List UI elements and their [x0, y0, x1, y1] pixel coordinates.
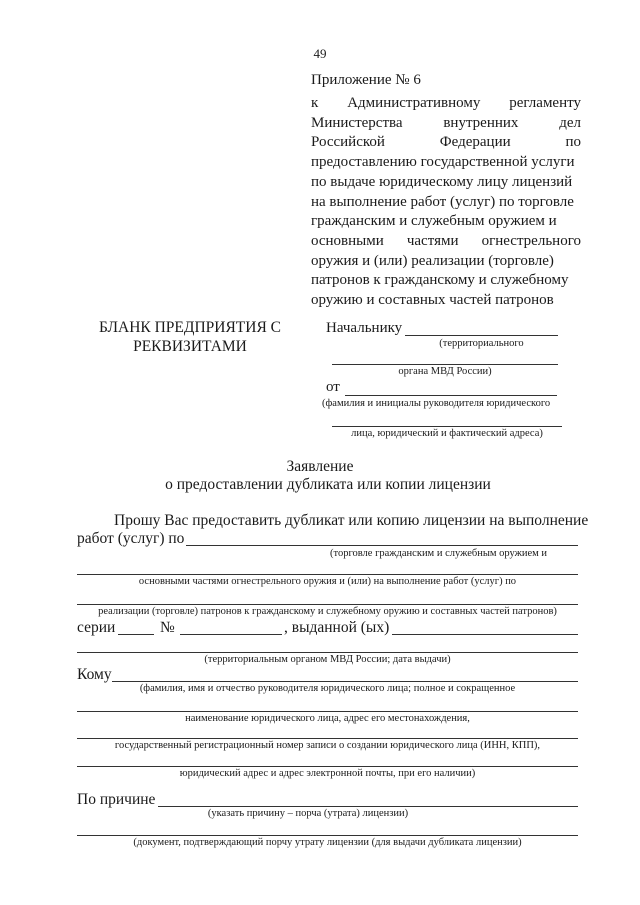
chief-field-line[interactable] [405, 335, 558, 336]
document-field-line[interactable] [77, 835, 578, 836]
caption-legal-addr: юридический адрес и адрес электронной почты, при его наличии) [179, 768, 476, 779]
from-label: от [326, 379, 340, 395]
appendix-line [311, 232, 581, 252]
caption-parts: основными частями огнестрельного оружия и (или) на выполнение работ (услуг) по [138, 576, 517, 587]
appendix-word: частями [406, 232, 459, 249]
sale-field-line[interactable] [77, 604, 578, 605]
number-label: № [160, 619, 175, 636]
issued-field-line[interactable] [392, 634, 578, 635]
issued-label: , выданной (ых) [284, 619, 390, 636]
appendix-line [311, 252, 581, 272]
appendix-word: оружию и составных частей патронов [311, 292, 554, 309]
caption-issuer: (территориальным органом МВД России; дата выдачи) [204, 654, 451, 665]
appendix-word: основными [311, 232, 384, 249]
appendix-word: патронов к гражданскому и служебному [311, 272, 569, 289]
reg-field-line[interactable] [77, 738, 578, 739]
caption-sale: реализации (торговле) патронов к гражданскому и служебному оружию и составных частей патронов) [98, 606, 557, 617]
caption-document: (документ, подтверждающий порчу утрату лицензии (для выдачи дубликата лицензии) [133, 837, 522, 848]
address-line[interactable] [332, 426, 562, 427]
issuer-field-line[interactable] [77, 652, 578, 653]
caption-territorial: (территориального [439, 338, 524, 349]
appendix-word: гражданским и служебным оружием и [311, 213, 557, 230]
statement-subtitle: о предоставлении дубликата или копии лицензии [165, 476, 491, 493]
appendix-word: огнестрельного [481, 232, 581, 249]
parts-field-line[interactable] [77, 574, 578, 575]
series-field-line[interactable] [118, 634, 154, 635]
legal-addr-field-line[interactable] [77, 766, 578, 767]
company-blank-label: БЛАНК ПРЕДПРИЯТИЯ С РЕКВИЗИТАМИ [98, 319, 282, 355]
appendix-line [311, 133, 581, 153]
caption-mvd: органа МВД России) [398, 366, 492, 377]
caption-reason: (указать причину – порча (утрата) лицензии) [207, 808, 409, 819]
appendix-word: Административному [347, 95, 481, 111]
caption-trade: (торговле гражданским и служебным оружием и [330, 548, 548, 559]
caption-name: (фамилия, имя и отчество руководителя юридического лица; полное и сокращенное [139, 683, 516, 694]
appendix-word: к [311, 95, 319, 111]
appendix-line [311, 291, 581, 311]
appendix-line [311, 153, 581, 173]
request-text: Прошу Вас предоставить дубликат или копию лицензии на выполнение [114, 512, 589, 529]
appendix-word: оружия и (или) реализации (торговле) [311, 252, 554, 269]
appendix-line [311, 94, 581, 114]
appendix-word: предоставлению государственной услуги [311, 154, 575, 171]
appendix-word: внутренних [443, 114, 519, 131]
to-whom-label: Кому [77, 666, 112, 683]
to-whom-field-line[interactable] [112, 681, 578, 682]
works-field-line[interactable] [186, 545, 578, 546]
series-label: серии [77, 619, 116, 636]
appendix-word: Российской [311, 134, 385, 151]
appendix-word: регламенту [509, 95, 581, 111]
appendix-text [311, 94, 581, 311]
appendix-line [311, 114, 581, 134]
works-label: работ (услуг) по [77, 530, 185, 547]
appendix-word: по выдаче юридическому лицу лицензий [311, 173, 573, 190]
caption-head: (фамилия и инициалы руководителя юридического [322, 398, 551, 409]
appendix-line [311, 193, 581, 213]
number-field-line[interactable] [180, 634, 282, 635]
appendix-word: Федерации [439, 134, 511, 151]
page-number: 49 [313, 46, 327, 61]
caption-reg: государственный регистрационный номер записи о создании юридического лица (ИНН, КПП), [114, 740, 541, 751]
reason-field-line[interactable] [158, 806, 578, 807]
from-field-line[interactable] [345, 395, 557, 396]
caption-address: лица, юридический и фактический адреса) [351, 428, 543, 439]
statement-title: Заявление [286, 458, 354, 475]
appendix-word: дел [559, 114, 581, 131]
territorial-organ-line[interactable] [332, 364, 558, 365]
org-field-line[interactable] [77, 711, 578, 712]
appendix-title: Приложение № 6 [311, 72, 421, 88]
appendix-word: Министерства [311, 114, 403, 131]
reason-label: По причине [77, 791, 156, 808]
caption-org: наименование юридического лица, адрес его местонахождения, [185, 713, 470, 724]
appendix-word: на выполнение работ (услуг) по торговле [311, 193, 574, 210]
appendix-line [311, 173, 581, 193]
chief-label: Начальнику [326, 320, 403, 336]
appendix-word: по [565, 134, 581, 151]
appendix-line [311, 212, 581, 232]
appendix-line [311, 271, 581, 291]
